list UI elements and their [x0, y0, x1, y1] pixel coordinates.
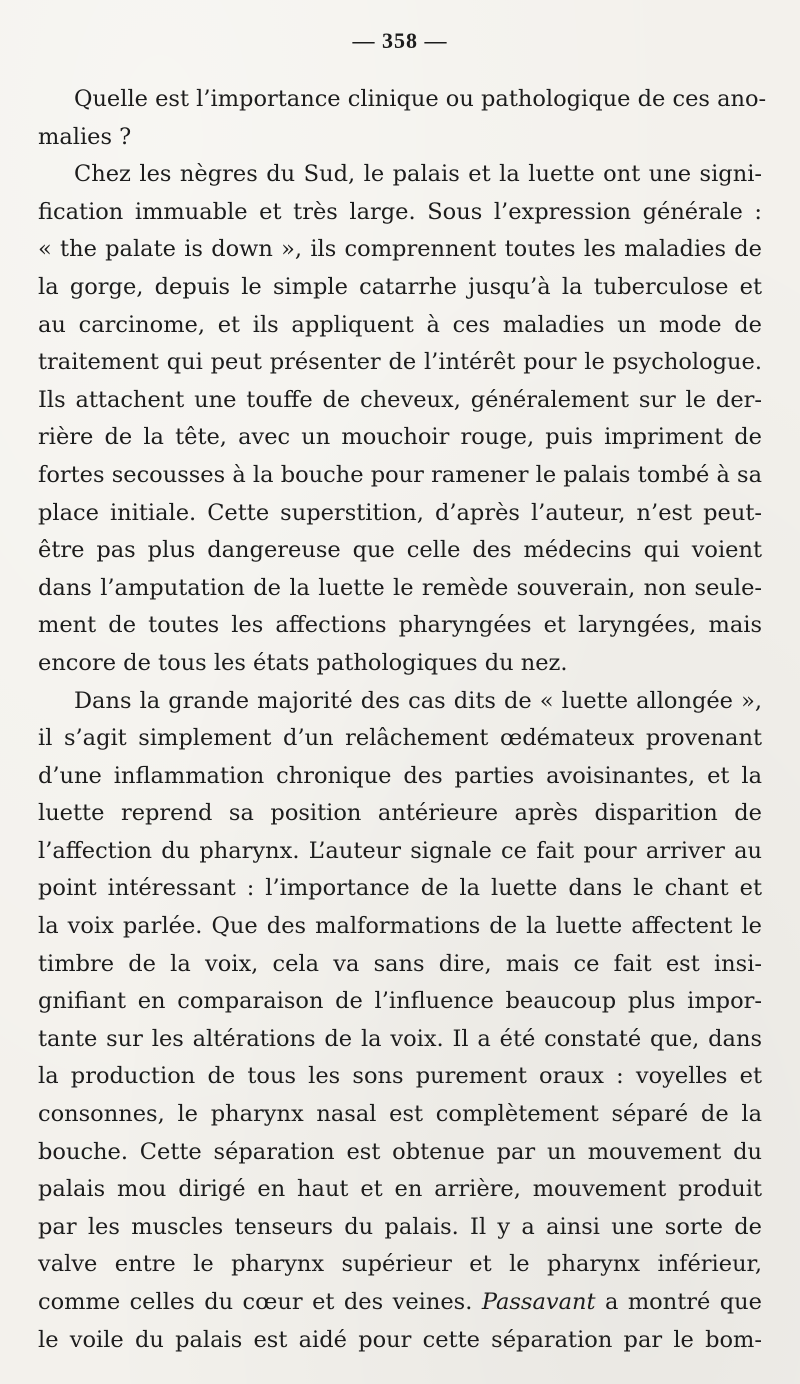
text-line: malies ? [38, 123, 132, 150]
text-line: fortes secousses à la bouche pour ramener le palais tombé à sa [38, 461, 762, 488]
text-line: la gorge, depuis le simple catarrhe jusqu’à la tuberculose et [38, 273, 762, 300]
body-text [38, 81, 767, 1359]
text-line: tante sur les altérations de la voix. Il a été constaté que, dans [38, 1025, 762, 1052]
text-line: il s’agit simplement d’un relâchement œdémateux provenant [38, 725, 762, 752]
text-line: rière de la tête, avec un mouchoir rouge, puis impriment de [38, 424, 762, 451]
text-line: la production de tous les sons purement oraux : voyelles et [38, 1063, 762, 1090]
text-line: la voix parlée. Que des malformations de la luette affectent le [38, 913, 762, 940]
text-line: d’une inflammation chronique des parties avoisinantes, et la [38, 762, 762, 789]
text-line: le voile du palais est aidé pour cette séparation par le bom- [38, 1326, 762, 1353]
text-line: place initiale. Cette superstition, d’après l’auteur, n’est peut- [38, 499, 762, 526]
text-line-end: a montré que [595, 1289, 762, 1315]
text-line: luette reprend sa position antérieure après disparition de [38, 800, 762, 827]
text-line: ment de toutes les affections pharyngées et laryngées, mais [38, 612, 762, 639]
text-line: traitement qui peut présenter de l’intérêt pour le psychologue. [38, 349, 762, 376]
text-line-start: comme celles du cœur et des veines. [38, 1289, 473, 1315]
text-line: Ils attachent une touffe de cheveux, généralement sur le der- [38, 386, 762, 413]
text-line: Dans la grande majorité des cas dits de « luette allongée », [74, 687, 762, 714]
text-line: encore de tous les états pathologiques du nez. [38, 649, 568, 676]
text-line: « the palate is down », ils comprennent toutes les maladies de [38, 236, 762, 263]
text-line: timbre de la voix, cela va sans dire, mais ce fait est insi- [38, 950, 762, 977]
text-line: dans l’amputation de la luette le remède souverain, non seule- [38, 574, 762, 601]
page-number: — 358 — [352, 28, 448, 53]
text-line: gnifiant en comparaison de l’influence beaucoup plus impor- [38, 988, 762, 1015]
text-line: Quelle est l’importance clinique ou pathologique de ces ano- [74, 86, 767, 112]
text-line: Chez les nègres du Sud, le palais et la luette ont une signi- [74, 161, 762, 188]
italic-name: Passavant [481, 1289, 596, 1315]
text-line: point intéressant : l’importance de la luette dans le chant et [38, 875, 762, 902]
text-line: au carcinome, et ils appliquent à ces maladies un mode de [38, 311, 762, 338]
text-line: consonnes, le pharynx nasal est complètement séparé de la [38, 1101, 762, 1128]
text-line: par les muscles tenseurs du palais. Il y a ainsi une sorte de [38, 1213, 762, 1240]
text-line-mixed [38, 1284, 762, 1322]
text-line: fication immuable et très large. Sous l’expression générale : [38, 198, 762, 225]
text-line: être pas plus dangereuse que celle des médecins qui voient [38, 537, 762, 564]
text-line: bouche. Cette séparation est obtenue par un mouvement du [38, 1138, 762, 1165]
text-line: palais mou dirigé en haut et en arrière, mouvement produit [38, 1176, 762, 1203]
text-line: l’affection du pharynx. L’auteur signale ce fait pour arriver au [38, 837, 762, 864]
text-line: valve entre le pharynx supérieur et le pharynx inférieur, [38, 1251, 762, 1278]
